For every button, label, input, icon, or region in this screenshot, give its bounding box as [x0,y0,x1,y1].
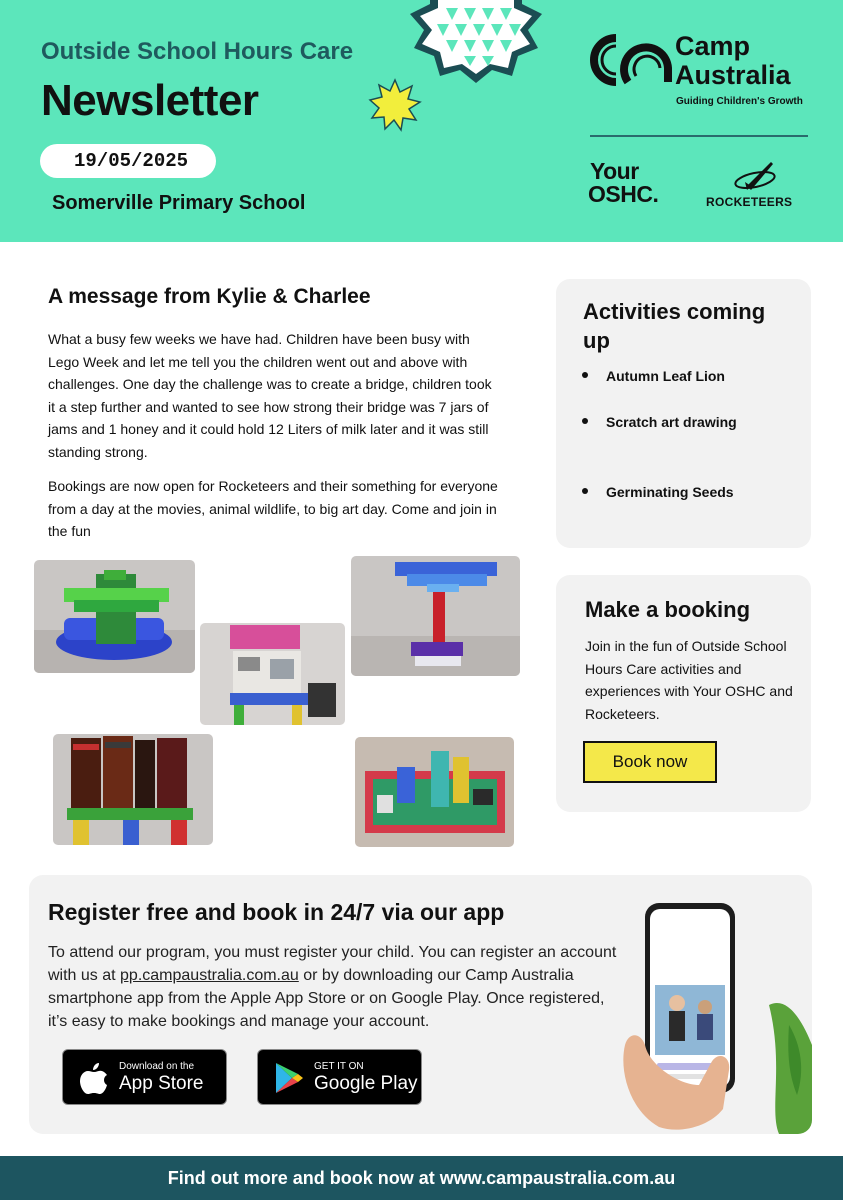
booking-text: Join in the fun of Outside School Hours Care activities and experiences with Your OSHC and Rocketeers. [585,638,793,722]
google-play-small-label: GET IT ON [314,1061,364,1072]
lego-tree-photo [351,556,520,676]
rocketeers-logo: ROCKETEERS [706,195,793,209]
bullet-icon [582,488,588,494]
newsletter-subtitle: Outside School Hours Care [41,38,354,65]
newsletter-title: Newsletter [41,76,259,125]
activity-item [582,414,737,430]
newsletter-date: 19/05/2025 [40,144,216,178]
activity-item [582,484,734,500]
your-oshc-logo-line2: OSHC. [588,181,659,207]
register-text-part: or by downloading our Camp Australia smartphone app from the Apple App Store or on Google Play. Once registered, it’s easy to make bookings and manage your account. [48,967,605,1030]
header-divider [590,135,808,137]
rocket-icon [733,160,783,192]
brand-name-line2: Australia [675,60,791,90]
triangle-star-badge-icon [396,0,556,88]
activities-card [556,279,811,548]
app-store-button[interactable] [62,1049,227,1105]
message-paragraph-2: Bookings are now open for Rocketeers and their something for everyone from a day at the movies, animal wildlife, to big art day. Come and join in the fun [48,478,498,539]
header-banner [0,0,843,242]
booking-title: Make a booking [585,597,751,622]
activity-item [582,368,725,384]
your-oshc-logo-line1: Your [590,158,639,184]
activities-title: Activities coming up [583,299,766,353]
lego-plane-photo [34,560,195,673]
bullet-icon [582,418,588,424]
register-text-part: To attend our program, you must register your child. You can register an account with us at [48,944,617,984]
brand-name-line1: Camp [675,31,751,61]
sun-badge-icon [368,78,422,132]
bullet-icon [582,372,588,378]
brand-tagline: Guiding Children's Growth [676,96,803,107]
register-text [48,941,628,1033]
app-store-label: App Store [119,1073,204,1094]
jam-jars-stack-photo [53,734,213,845]
footer-banner[interactable]: Find out more and book now at www.campaustralia.com.au [0,1156,843,1200]
message-title: A message from Kylie & Charlee [48,285,371,308]
booking-card [556,575,811,812]
activity-item-label: Scratch art drawing [606,414,737,430]
phone-in-hand-illustration [619,895,812,1134]
jam-jars-bridge-photo [200,623,345,725]
book-now-button[interactable]: Book now [583,741,717,783]
register-section [29,875,812,1134]
camp-australia-logo-icon [586,32,672,88]
activity-item-label: Autumn Leaf Lion [606,368,725,384]
message-paragraph-1: What a busy few weeks we have had. Children have been busy with Lego Week and let me tell you the children went out and above with challenges. One day the challenge was to create a bridge, children took it a step further and wanted to see how strong their bridge was 7 jars of jams and 1 honey and it could hold 12 Liters of milk later and it was still standing strong. [48,331,492,460]
school-name: Somerville Primary School [52,192,306,214]
app-store-small-label: Download on the [119,1061,195,1072]
apple-icon [79,1061,109,1095]
register-title: Register free and book in 24/7 via our app [48,899,505,925]
google-play-button[interactable] [257,1049,422,1105]
register-link[interactable]: pp.campaustralia.com.au [120,967,299,984]
google-play-icon [274,1062,304,1094]
lego-city-photo [355,737,514,847]
activity-item-label: Germinating Seeds [606,484,734,500]
google-play-label: Google Play [314,1073,418,1094]
